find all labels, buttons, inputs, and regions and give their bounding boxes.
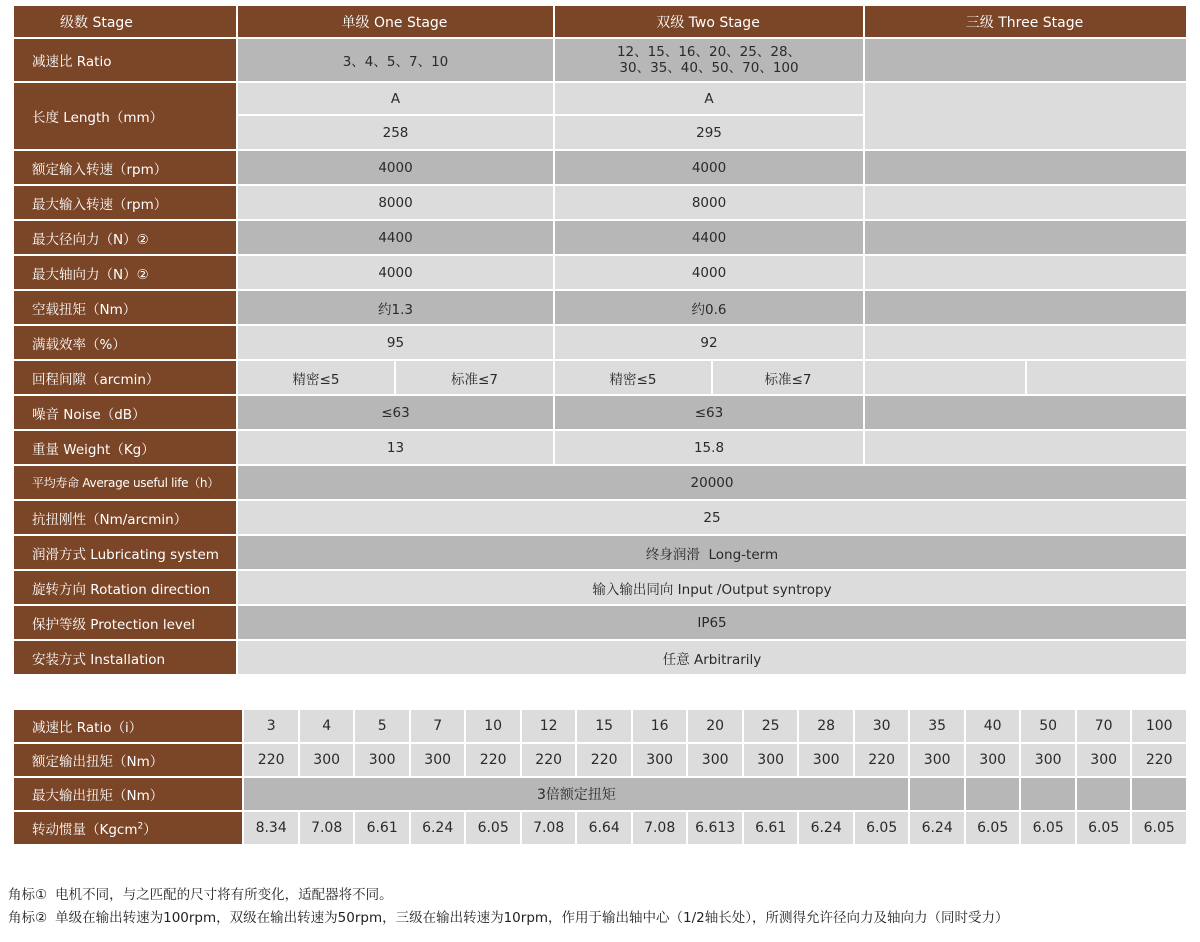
ratio-cell: 7 — [411, 710, 465, 742]
length-one-value: 258 — [238, 116, 553, 149]
ratio-cell: 10 — [466, 710, 520, 742]
stiffness-value: 25 — [238, 501, 1186, 534]
stiffness-label: 抗扭刚性（Nm/arcmin） — [14, 501, 236, 534]
length-two-value: 295 — [555, 116, 863, 149]
backlash-one-precise: 精密≤5 — [238, 361, 394, 394]
ratio-i-label: 减速比 Ratio（i） — [14, 710, 242, 742]
max-radial-force-two: 4400 — [555, 221, 863, 254]
max-torque-empty — [1077, 778, 1131, 810]
no-load-torque-label: 空载扭矩（Nm） — [14, 291, 236, 324]
rated-torque-cell: 300 — [966, 744, 1020, 776]
ratio-cell: 20 — [688, 710, 742, 742]
ratio-two-stage — [555, 39, 863, 81]
max-axial-force-one: 4000 — [238, 256, 553, 289]
ratio-cell: 30 — [855, 710, 909, 742]
ratio-three-stage — [865, 39, 1186, 81]
inertia-cell: 8.34 — [244, 812, 298, 844]
ratio-row — [14, 710, 1186, 742]
inertia-cell: 6.61 — [355, 812, 409, 844]
rated-torque-cell: 300 — [1077, 744, 1131, 776]
ratio-cell: 15 — [577, 710, 631, 742]
rotation-value: 输入输出同向 Input /Output syntropy — [238, 571, 1186, 604]
inertia-cell: 6.05 — [1021, 812, 1075, 844]
ratio-cell: 50 — [1021, 710, 1075, 742]
inertia-cell: 6.24 — [799, 812, 853, 844]
rated-torque-cell: 300 — [1021, 744, 1075, 776]
rated-torque-cell: 220 — [1132, 744, 1186, 776]
stage-header-label: 级数 Stage — [14, 6, 236, 37]
rated-torque-cell: 300 — [300, 744, 354, 776]
ratio-cell: 40 — [966, 710, 1020, 742]
rated-torque-cell: 300 — [633, 744, 687, 776]
efficiency-one: 95 — [238, 326, 553, 359]
inertia-cell: 6.05 — [966, 812, 1020, 844]
three-stage-header: 三级 Three Stage — [865, 6, 1186, 37]
inertia-cell: 6.61 — [744, 812, 798, 844]
inertia-cell: 6.613 — [688, 812, 742, 844]
footnotes — [8, 884, 1009, 930]
inertia-row — [14, 812, 1186, 844]
footnote-text: 电机不同，与之匹配的尺寸将有所变化，适配器将不同。 — [55, 887, 393, 903]
rated-torque-cell: 220 — [522, 744, 576, 776]
no-load-torque-two: 约0.6 — [555, 291, 863, 324]
ratio-cell: 4 — [300, 710, 354, 742]
backlash-label: 回程间隙（arcmin） — [14, 361, 236, 394]
backlash-two-standard: 标准≤7 — [713, 361, 863, 394]
weight-two: 15.8 — [555, 431, 863, 464]
ratio-cell: 3 — [244, 710, 298, 742]
max-radial-force-three — [865, 221, 1186, 254]
max-torque-value: 3倍额定扭矩 — [244, 778, 908, 810]
weight-label: 重量 Weight（Kg） — [14, 431, 236, 464]
life-label: 平均寿命 Average useful life（h） — [14, 466, 236, 499]
max-axial-force-three — [865, 256, 1186, 289]
rated-input-speed-one: 4000 — [238, 151, 553, 184]
rated-input-speed-two: 4000 — [555, 151, 863, 184]
inertia-cell: 6.64 — [577, 812, 631, 844]
inertia-label-sup: 2 — [137, 821, 144, 832]
backlash-one-standard: 标准≤7 — [396, 361, 553, 394]
installation-value: 任意 Arbitrarily — [238, 641, 1186, 674]
noise-label: 噪音 Noise（dB） — [14, 396, 236, 429]
max-input-speed-two: 8000 — [555, 186, 863, 219]
torque-table — [12, 708, 1188, 846]
rated-torque-cell: 300 — [688, 744, 742, 776]
inertia-cell: 6.05 — [855, 812, 909, 844]
rated-torque-cell: 300 — [411, 744, 465, 776]
rated-torque-cell: 220 — [855, 744, 909, 776]
max-torque-empty — [966, 778, 1020, 810]
inertia-label-prefix: 转动惯量（Kgcm — [32, 822, 138, 838]
ratio-one-stage: 3、4、5、7、10 — [238, 39, 553, 81]
inertia-cell: 6.05 — [1132, 812, 1186, 844]
max-torque-empty — [1021, 778, 1075, 810]
max-torque-empty — [910, 778, 964, 810]
installation-label: 安装方式 Installation — [14, 641, 236, 674]
ratio-cell: 28 — [799, 710, 853, 742]
footnote-mark: 角标① — [8, 887, 48, 903]
footnote-mark: 角标② — [8, 910, 48, 926]
rated-torque-cell: 220 — [577, 744, 631, 776]
rotation-label: 旋转方向 Rotation direction — [14, 571, 236, 604]
noise-two: ≤63 — [555, 396, 863, 429]
lubrication-value: 终身润滑 Long-term — [238, 536, 1186, 569]
spec-table — [12, 4, 1188, 676]
inertia-cell: 6.24 — [411, 812, 465, 844]
ratio-label: 减速比 Ratio — [14, 39, 236, 81]
rated-input-speed-label: 额定输入转速（rpm） — [14, 151, 236, 184]
max-axial-force-label: 最大轴向力（N）② — [14, 256, 236, 289]
inertia-cell: 7.08 — [633, 812, 687, 844]
length-one-a: A — [238, 83, 553, 114]
max-axial-force-two: 4000 — [555, 256, 863, 289]
max-radial-force-one: 4400 — [238, 221, 553, 254]
backlash-three-precise — [865, 361, 1025, 394]
ratio-cell: 35 — [910, 710, 964, 742]
max-torque-label: 最大输出扭矩（Nm） — [14, 778, 242, 810]
two-stage-header: 双级 Two Stage — [555, 6, 863, 37]
rated-torque-cell: 300 — [910, 744, 964, 776]
noise-three — [865, 396, 1186, 429]
backlash-three-standard — [1027, 361, 1186, 394]
no-load-torque-one: 约1.3 — [238, 291, 553, 324]
max-input-speed-three — [865, 186, 1186, 219]
footnote-2 — [8, 907, 1009, 930]
noise-one: ≤63 — [238, 396, 553, 429]
lubrication-label: 润滑方式 Lubricating system — [14, 536, 236, 569]
protection-label: 保护等级 Protection level — [14, 606, 236, 639]
inertia-cell: 6.05 — [1077, 812, 1131, 844]
efficiency-three — [865, 326, 1186, 359]
one-stage-header: 单级 One Stage — [238, 6, 553, 37]
rated-torque-label: 额定输出扭矩（Nm） — [14, 744, 242, 776]
ratio-cell: 5 — [355, 710, 409, 742]
inertia-label-suffix: ） — [143, 822, 157, 838]
no-load-torque-three — [865, 291, 1186, 324]
max-radial-force-label: 最大径向力（N）② — [14, 221, 236, 254]
length-label: 长度 Length（mm） — [14, 83, 236, 149]
ratio-cell: 16 — [633, 710, 687, 742]
ratio-cell: 25 — [744, 710, 798, 742]
length-three — [865, 83, 1186, 149]
rated-torque-cell: 300 — [355, 744, 409, 776]
weight-one: 13 — [238, 431, 553, 464]
protection-value: IP65 — [238, 606, 1186, 639]
max-torque-row — [14, 778, 1186, 810]
ratio-cell: 12 — [522, 710, 576, 742]
max-input-speed-label: 最大输入转速（rpm） — [14, 186, 236, 219]
efficiency-two: 92 — [555, 326, 863, 359]
weight-three — [865, 431, 1186, 464]
footnote-1 — [8, 884, 1009, 907]
length-two-a: A — [555, 83, 863, 114]
life-value: 20000 — [238, 466, 1186, 499]
efficiency-label: 满载效率（%） — [14, 326, 236, 359]
rated-torque-cell: 220 — [244, 744, 298, 776]
ratio-cell: 100 — [1132, 710, 1186, 742]
ratio-two-line2: 30、35、40、50、70、100 — [619, 60, 799, 76]
rated-torque-cell: 300 — [799, 744, 853, 776]
inertia-cell: 6.24 — [910, 812, 964, 844]
inertia-cell: 7.08 — [522, 812, 576, 844]
rated-input-speed-three — [865, 151, 1186, 184]
footnote-text: 单级在输出转速为100rpm，双级在输出转速为50rpm，三级在输出转速为10rpm，作用于输出轴中心（1/2轴长处），所测得允许径向力及轴向力（同时受力） — [55, 910, 1009, 926]
max-input-speed-one: 8000 — [238, 186, 553, 219]
rated-torque-cell: 300 — [744, 744, 798, 776]
inertia-label — [14, 812, 242, 844]
ratio-two-line1: 12、15、16、20、25、28、 — [616, 44, 802, 60]
max-torque-empty — [1132, 778, 1186, 810]
backlash-two-precise: 精密≤5 — [555, 361, 711, 394]
inertia-cell: 7.08 — [300, 812, 354, 844]
inertia-cell: 6.05 — [466, 812, 520, 844]
rated-torque-row — [14, 744, 1186, 776]
rated-torque-cell: 220 — [466, 744, 520, 776]
ratio-cell: 70 — [1077, 710, 1131, 742]
